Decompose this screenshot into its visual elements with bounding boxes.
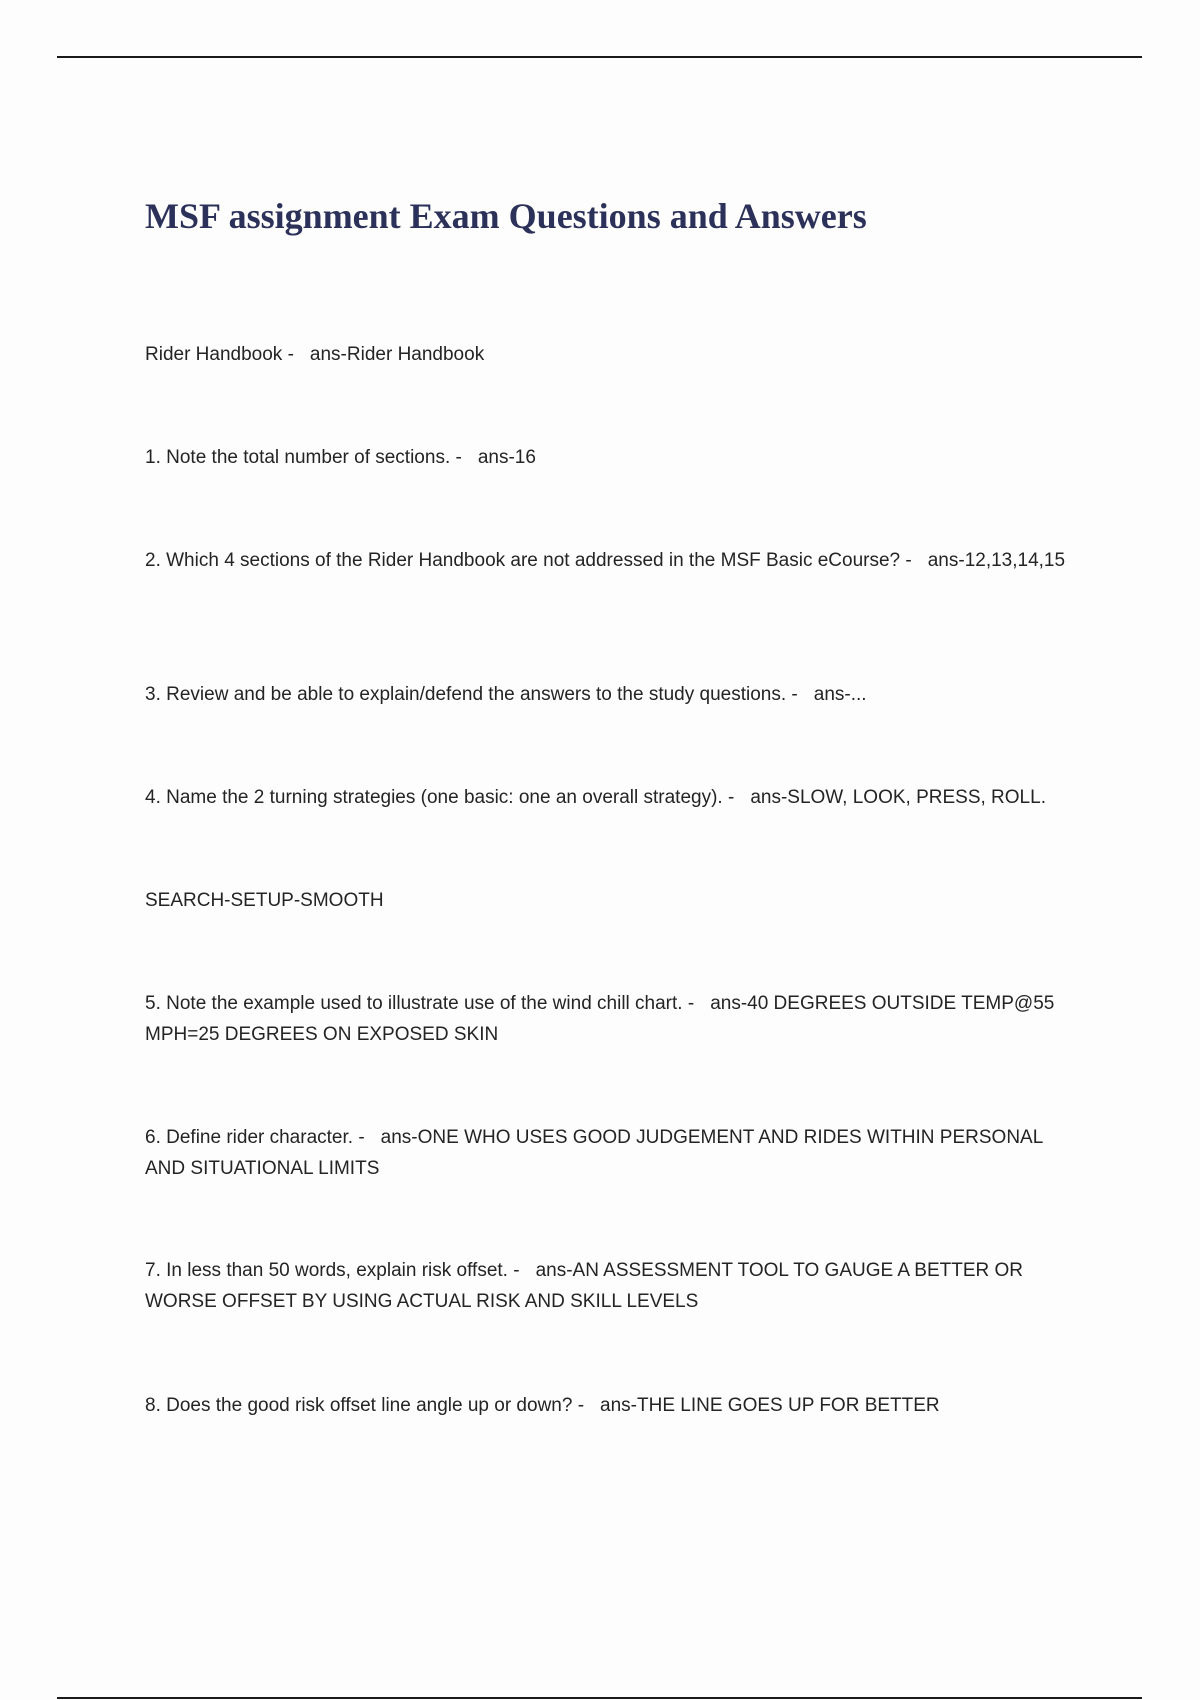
header-rule (57, 56, 1142, 58)
answer-text: ans-AN ASSESSMENT TOOL TO GAUGE A BETTER OR WORSE OFFSET BY USING ACTUAL RISK AND SKILL LEVELS (145, 1260, 1024, 1312)
qa-entry-2 (145, 545, 1085, 576)
answer-text: ans-Rider Handbook (309, 344, 485, 365)
qa-entry-0 (145, 339, 1085, 370)
question-text: 2. Which 4 sections of the Rider Handbook are not addressed in the MSF Basic eCourse? - (145, 550, 912, 571)
qa-entry-1 (145, 442, 1085, 473)
answer-text: ans-THE LINE GOES UP FOR BETTER (600, 1395, 940, 1416)
question-text: 1. Note the total number of sections. - (145, 447, 462, 468)
answer-text: ans-40 DEGREES OUTSIDE TEMP@55 MPH=25 DEGREES ON EXPOSED SKIN (145, 993, 1055, 1045)
question-text: Rider Handbook - (145, 344, 294, 365)
question-text: 5. Note the example used to illustrate use of the wind chill chart. - (145, 993, 695, 1014)
answer-text: ans-ONE WHO USES GOOD JUDGEMENT AND RIDES WITHIN PERSONAL AND SITUATIONAL LIMITS (145, 1127, 1043, 1179)
qa-entry-6 (145, 988, 1085, 1050)
qa-entry-3 (145, 679, 1085, 710)
answer-text: ans-12,13,14,15 (927, 550, 1066, 571)
answer-text: ans-... (813, 684, 867, 705)
qa-entry-7 (145, 1122, 1085, 1184)
question-text: 3. Review and be able to explain/defend the answers to the study questions. - (145, 684, 798, 705)
answer-text: ans-SLOW, LOOK, PRESS, ROLL. (750, 787, 1046, 808)
footer-rule (57, 1697, 1142, 1699)
question-text: 7. In less than 50 words, explain risk offset. - (145, 1260, 520, 1281)
question-text: 6. Define rider character. - (145, 1127, 365, 1148)
qa-entry-8 (145, 1255, 1085, 1317)
qa-entry-9 (145, 1390, 1085, 1421)
answer-text: SEARCH-SETUP-SMOOTH (145, 890, 384, 911)
qa-entry-5 (145, 885, 1085, 916)
question-text: 4. Name the 2 turning strategies (one basic: one an overall strategy). - (145, 787, 735, 808)
qa-entry-4 (145, 782, 1085, 813)
answer-text: ans-16 (477, 447, 536, 468)
question-text: 8. Does the good risk offset line angle up or down? - (145, 1395, 585, 1416)
document-title: MSF assignment Exam Questions and Answers (145, 196, 867, 236)
